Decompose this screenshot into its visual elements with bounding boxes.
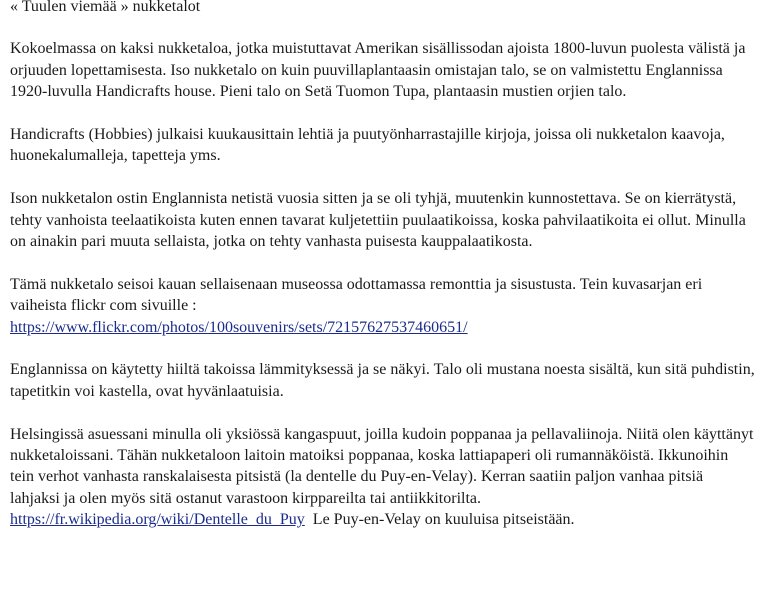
blog-post-content [10, 0, 755, 552]
lace-text: Helsingissä asuessani minulla oli yksiössä kangaspuut, joilla kudoin poppanaa ja pellavaliinoja. Niitä olen käyttänyt nukketaloissani. Tähän nukketaloon laitoin matoiksi poppanaa, koska lattiapaperi oli rumannäköistä. Ikkunoihin tein verhot vanhasta ranskalaisesta pitsistä (la dentelle du Puy-en-Velay). Kerran saatiin paljon vanhaa pitsiä lahjaksi ja olen myös sitä ostanut varastoon kirppareilta tai antiikkitorilta. [10, 425, 754, 507]
flickr-text: Tämä nukketalo seisoi kauan sellaisenaan museossa odottamassa remonttia ja sisustusta. Tein kuvasarjan eri vaiheista flickr com sivuille : [10, 275, 703, 315]
wikipedia-link[interactable]: https://fr.wikipedia.org/wiki/Dentelle_du_Puy [10, 511, 305, 529]
paragraph-handicrafts: Handicrafts (Hobbies) julkaisi kuukausittain lehtiä ja puutyönharrastajille kirjoja, joissa oli nukketalon kaavoja, huonekalumalleja, tapetteja yms. [10, 126, 725, 165]
wiki-suffix-text: Le Puy-en-Velay on kuuluisa pitseistään. [312, 511, 575, 529]
paragraph-lace [10, 424, 755, 531]
paragraph-heating: Englannissa on käytetty hiiltä takoissa lämmityksessä ja se näkyi. Talo oli mustana noesta sisältä, kun sitä puhdistin, tapetitkin voi kastella, ovat hyvänlaatuisia. [10, 361, 755, 400]
paragraph-purchase: Ison nukketalon ostin Englannista netistä vuosia sitten ja se oli tyhjä, muutenkin kunnostettava. Se on kierrätystä, tehty vanhoista teelaatikoista kuten ennen tavarat kuljetettiin puulaatikoissa, koska pahvilaatikoita ei ollut. Minulla on ainakin pari muuta sellaista, jotka on tehty vanhasta puisesta kauppalaatikosta. [10, 190, 746, 251]
post-title: « Tuulen viemää » nukketalot [10, 0, 201, 15]
paragraph-collection: Kokoelmassa on kaksi nukketaloa, jotka muistuttavat Amerikan sisällissodan ajoista 1800-luvun puolesta välistä ja orjuuden lopettamisesta. Iso nukketalo on kuin puuvillaplantaasin omistajan talo, se on valmistettu Englannissa 1920-luvulla Handicrafts house. Pieni talo on Setä Tuomon Tupa, plantaasin mustien orjien talo. [10, 40, 746, 101]
flickr-link[interactable]: https://www.flickr.com/photos/100souvenirs/sets/72157627537460651/ [10, 318, 468, 336]
paragraph-flickr [10, 274, 755, 338]
